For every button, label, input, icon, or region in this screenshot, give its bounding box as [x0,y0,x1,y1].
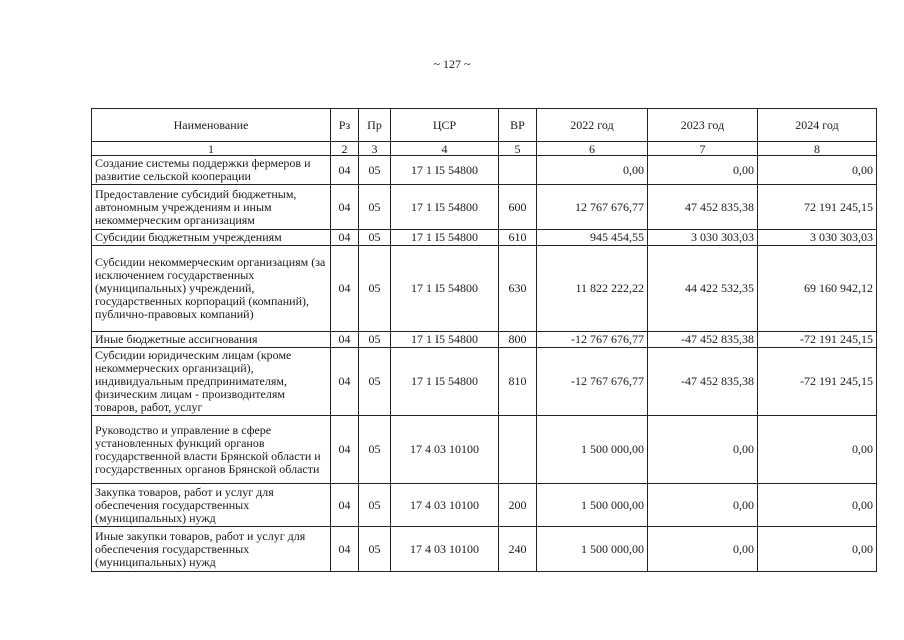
budget-table [91,108,877,572]
table-row [92,230,877,246]
table-row [92,156,877,185]
row-2022: -12 767 676,77 [537,348,648,416]
row-csr: 17 1 I5 54800 [391,185,499,230]
row-vr: 800 [499,332,537,348]
column-number: 8 [758,142,877,156]
row-2023: -47 452 835,38 [648,348,758,416]
header-csr: ЦСР [391,109,499,142]
row-2022: 12 767 676,77 [537,185,648,230]
row-2022: -12 767 676,77 [537,332,648,348]
row-pr: 05 [359,246,391,332]
row-vr [499,416,537,484]
row-rz: 04 [331,416,359,484]
row-2024: 0,00 [758,416,877,484]
row-pr: 05 [359,230,391,246]
row-2024: 0,00 [758,156,877,185]
row-2024: 0,00 [758,527,877,572]
row-csr: 17 1 I5 54800 [391,156,499,185]
row-csr: 17 4 03 10100 [391,484,499,527]
header-pr: Пр [359,109,391,142]
column-number: 2 [331,142,359,156]
row-vr: 630 [499,246,537,332]
row-2024: -72 191 245,15 [758,348,877,416]
header-2024: 2024 год [758,109,877,142]
row-csr: 17 1 I5 54800 [391,246,499,332]
header-name: Наименование [92,109,331,142]
column-number: 4 [391,142,499,156]
column-number: 1 [92,142,331,156]
header-row [92,109,877,142]
row-csr: 17 1 I5 54800 [391,332,499,348]
row-vr [499,156,537,185]
row-2023: 44 422 532,35 [648,246,758,332]
row-pr: 05 [359,527,391,572]
row-2023: 0,00 [648,484,758,527]
row-2024: 0,00 [758,484,877,527]
row-2023: 0,00 [648,527,758,572]
row-pr: 05 [359,484,391,527]
row-rz: 04 [331,230,359,246]
row-rz: 04 [331,156,359,185]
column-number-row [92,142,877,156]
row-csr: 17 1 I5 54800 [391,348,499,416]
row-pr: 05 [359,348,391,416]
row-2022: 945 454,55 [537,230,648,246]
table-row [92,348,877,416]
row-rz: 04 [331,527,359,572]
row-pr: 05 [359,416,391,484]
row-name: Создание системы поддержки фермеров и развитие сельской кооперации [92,156,331,185]
header-2023: 2023 год [648,109,758,142]
table-row [92,416,877,484]
row-2023: 3 030 303,03 [648,230,758,246]
table-row [92,527,877,572]
row-rz: 04 [331,484,359,527]
row-name: Предоставление субсидий бюджетным, автономным учреждениям и иным некоммерческим организациям [92,185,331,230]
table-row [92,246,877,332]
row-2023: 0,00 [648,156,758,185]
row-vr: 810 [499,348,537,416]
row-name: Субсидии бюджетным учреждениям [92,230,331,246]
column-number: 5 [499,142,537,156]
header-vr: ВР [499,109,537,142]
row-2024: 69 160 942,12 [758,246,877,332]
row-name: Иные закупки товаров, работ и услуг для обеспечения государственных (муниципальных) нужд [92,527,331,572]
row-name: Закупка товаров, работ и услуг для обеспечения государственных (муниципальных) нужд [92,484,331,527]
row-2022: 1 500 000,00 [537,527,648,572]
column-number: 7 [648,142,758,156]
row-2023: 47 452 835,38 [648,185,758,230]
row-name: Субсидии юридическим лицам (кроме некоммерческих организаций), индивидуальным предпринимателям, физическим лицам - производителям товаров, работ, услуг [92,348,331,416]
column-number: 6 [537,142,648,156]
row-csr: 17 4 03 10100 [391,416,499,484]
row-2024: -72 191 245,15 [758,332,877,348]
row-name: Субсидии некоммерческим организациям (за исключением государственных (муниципальных) учреждений, государственных корпораций (компаний), публично-правовых компаний) [92,246,331,332]
row-2022: 11 822 222,22 [537,246,648,332]
row-2022: 1 500 000,00 [537,416,648,484]
page-number: ~ 127 ~ [433,57,471,71]
row-2022: 0,00 [537,156,648,185]
column-number: 3 [359,142,391,156]
row-name: Иные бюджетные ассигнования [92,332,331,348]
row-csr: 17 1 I5 54800 [391,230,499,246]
row-vr: 600 [499,185,537,230]
row-name: Руководство и управление в сфере установленных функций органов государственной власти Брянской области и государственных органов Брянской области [92,416,331,484]
row-pr: 05 [359,156,391,185]
row-csr: 17 4 03 10100 [391,527,499,572]
row-2024: 72 191 245,15 [758,185,877,230]
row-rz: 04 [331,348,359,416]
row-2022: 1 500 000,00 [537,484,648,527]
table-row [92,484,877,527]
row-rz: 04 [331,332,359,348]
row-vr: 610 [499,230,537,246]
row-rz: 04 [331,246,359,332]
table-row [92,332,877,348]
row-2023: -47 452 835,38 [648,332,758,348]
header-rz: Рз [331,109,359,142]
row-2023: 0,00 [648,416,758,484]
header-2022: 2022 год [537,109,648,142]
row-vr: 200 [499,484,537,527]
row-rz: 04 [331,185,359,230]
row-pr: 05 [359,185,391,230]
row-vr: 240 [499,527,537,572]
table-row [92,185,877,230]
row-2024: 3 030 303,03 [758,230,877,246]
row-pr: 05 [359,332,391,348]
